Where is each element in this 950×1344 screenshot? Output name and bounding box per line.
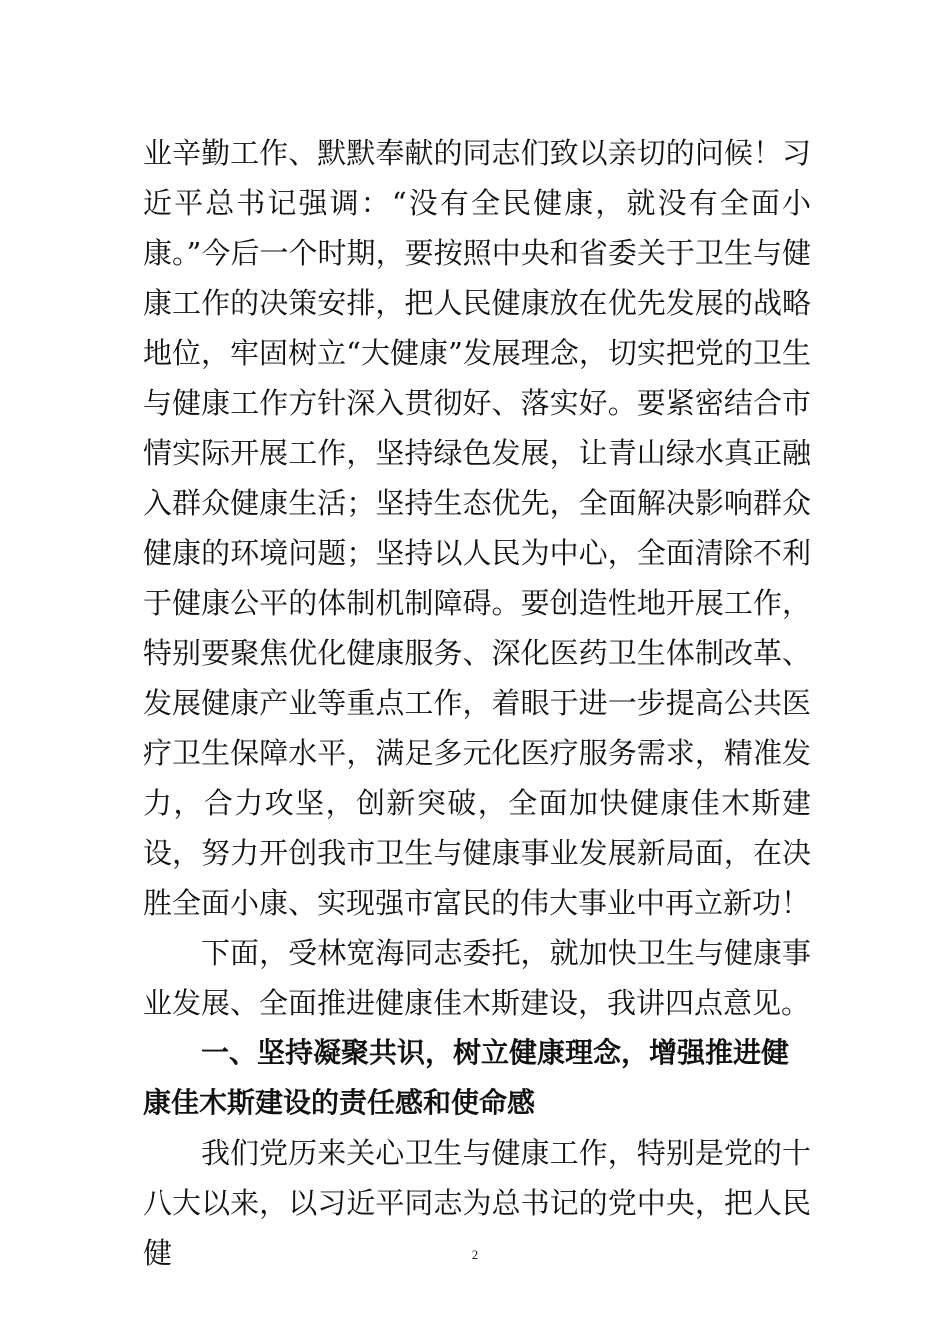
body-paragraph-section-start: 我们党历来关心卫生与健康工作，特别是党的十八大以来，以习近平同志为总书记的党中央，把人民健 [143,1136,811,1270]
page-number: 2 [471,1247,479,1262]
body-paragraph-intro: 下面，受林宽海同志委托，就加快卫生与健康事业发展、全面推进健康佳木斯建设，我讲四点意见。 [143,936,811,1020]
body-paragraph-continued: 业辛勤工作、默默奉献的同志们致以亲切的问候！习近平总书记强调：“没有全民健康，就没有全面小康。”今后一个时期，要按照中央和省委关于卫生与健康工作的决策安排，把人民健康放在优先发展的战略地位，牢固树立“大健康”发展理念，切实把党的卫生与健康工作方针深入贯彻好、落实好。要紧密结合市情实际开展工作，坚持绿色发展，让青山绿水真正融入群众健康生活；坚持生态优先，全面解决影响群众健康的环境问题；坚持以人民为中心，全面清除不利于健康公平的体制机制障碍。要创造性地开展工作，特别要聚焦优化健康服务、深化医药卫生体制改革、发展健康产业等重点工作，着眼于进一步提高公共医疗卫生保障水平，满足多元化医疗服务需求，精准发力，合力攻坚，创新突破，全面加快健康佳木斯建设，努力开创我市卫生与健康事业发展新局面，在决胜全面小康、实现强市富民的伟大事业中再立新功！ [143,136,811,920]
document-body [143,128,811,1278]
section-heading: 一、坚持凝聚共识，树立健康理念，增强推进健康佳木斯建设的责任感和使命感 [143,1036,790,1119]
